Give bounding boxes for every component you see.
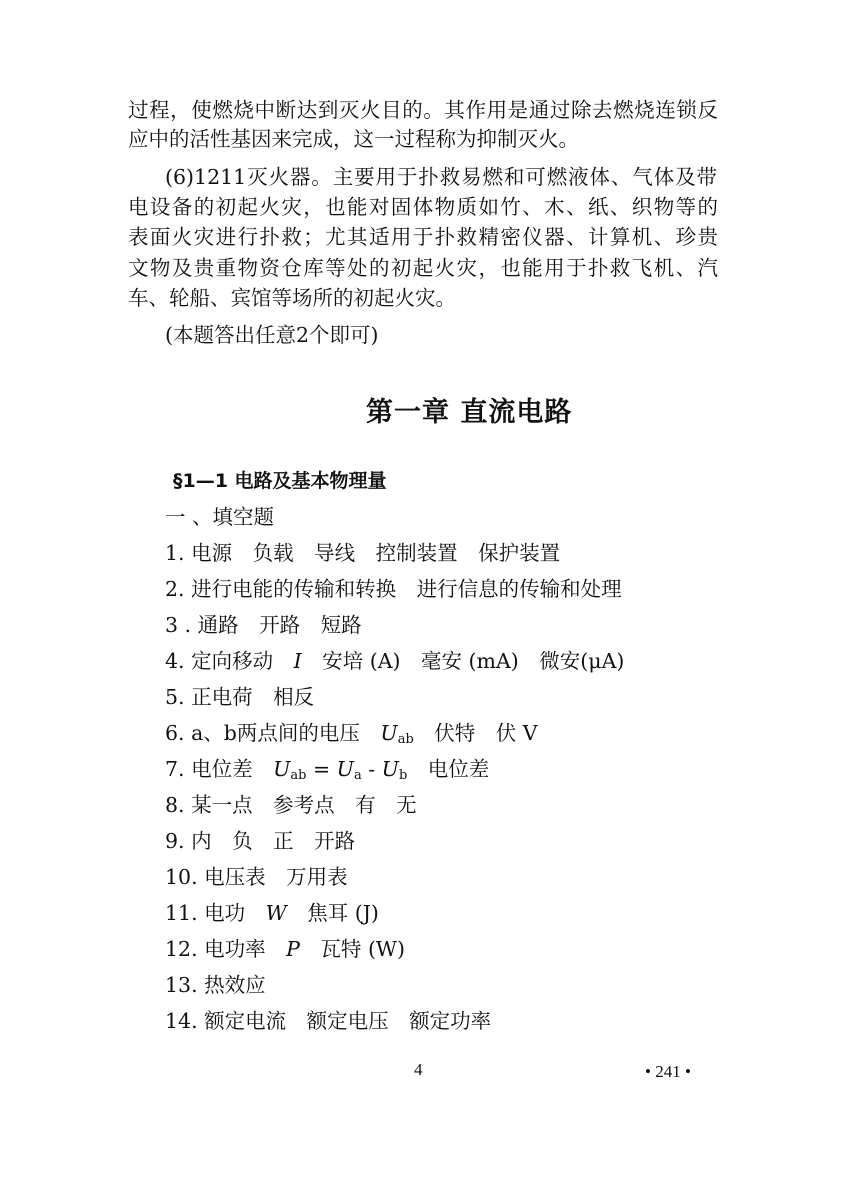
- answer-text: 12. 电功率: [165, 937, 287, 961]
- answer-text: 4. 定向移动: [165, 649, 294, 673]
- answer-text: 6. a、b两点间的电压: [165, 721, 381, 745]
- answer-text: 瓦特 (W): [299, 937, 406, 961]
- answer-item: 10. 电压表 万用表: [165, 865, 348, 889]
- voltage-symbol: U: [336, 757, 354, 781]
- answer-item: 5. 正电荷 相反: [165, 685, 315, 709]
- work-symbol: W: [265, 901, 287, 925]
- answer-item: [165, 755, 489, 790]
- answer-note: (本题答出任意2个即可): [165, 323, 379, 347]
- voltage-symbol: U: [273, 757, 291, 781]
- answer-text: 焦耳 (J): [286, 901, 379, 925]
- answer-item: 13. 热效应: [165, 973, 266, 997]
- subscript: ab: [290, 768, 307, 783]
- part-title: 一 、填空题: [165, 505, 275, 529]
- answer-text: 安培 (A) 毫安 (mA) 微安(μA): [301, 649, 625, 673]
- paragraph-line: 车、轮船、宾馆等场所的初起火灾。: [128, 286, 456, 310]
- section-title: §1—1 电路及基本物理量: [173, 470, 387, 492]
- equals-sign: =: [306, 757, 337, 781]
- answer-item: [165, 719, 538, 754]
- answer-item: 8. 某一点 参考点 有 无: [165, 793, 417, 817]
- paragraph-line: 过程，使燃烧中断达到灭火目的。其作用是通过除去燃烧连锁反: [128, 98, 718, 122]
- paragraph-line: (6)1211灭火器。主要用于扑救易燃和可燃液体、气体及带: [165, 165, 717, 189]
- minus-sign: -: [361, 757, 382, 781]
- paragraph-line: 应中的活性基因来完成，这一过程称为抑制灭火。: [128, 127, 579, 151]
- answer-item: [165, 899, 379, 927]
- subscript: a: [353, 768, 362, 783]
- power-symbol: P: [286, 937, 300, 961]
- answer-text: 伏特 伏 V: [413, 721, 538, 745]
- answer-text: 11. 电功: [165, 901, 266, 925]
- paragraph-line: 文物及贵重物资仓库等处的初起火灾，也能用于扑救飞机、汽: [128, 256, 718, 280]
- chapter-title: 第一章 直流电路: [366, 397, 573, 428]
- answer-item: 1. 电源 负载 导线 控制装置 保护装置: [165, 541, 561, 565]
- page-number: 4: [414, 1060, 423, 1079]
- answer-item: 9. 内 负 正 开路: [165, 829, 356, 853]
- subscript: b: [398, 768, 408, 783]
- answer-text: 电位差: [407, 757, 490, 781]
- answer-item: [165, 935, 405, 963]
- current-symbol: I: [293, 649, 302, 673]
- voltage-symbol: U: [381, 757, 399, 781]
- answer-item: [165, 647, 624, 675]
- answer-item: 14. 额定电流 额定电压 额定功率: [165, 1009, 492, 1033]
- paragraph-line: 表面火灾进行扑救；尤其适用于扑救精密仪器、计算机、珍贵: [128, 225, 718, 249]
- answer-item: 2. 进行电能的传输和转换 进行信息的传输和处理: [165, 577, 622, 601]
- book-page-number: • 241 •: [645, 1062, 691, 1081]
- subscript: ab: [397, 732, 414, 747]
- voltage-symbol: U: [380, 721, 398, 745]
- paragraph-line: 电设备的初起火灾，也能对固体物质如竹、木、纸、织物等的: [128, 195, 718, 219]
- answer-text: 7. 电位差: [165, 757, 274, 781]
- answer-item: 3 . 通路 开路 短路: [165, 613, 362, 637]
